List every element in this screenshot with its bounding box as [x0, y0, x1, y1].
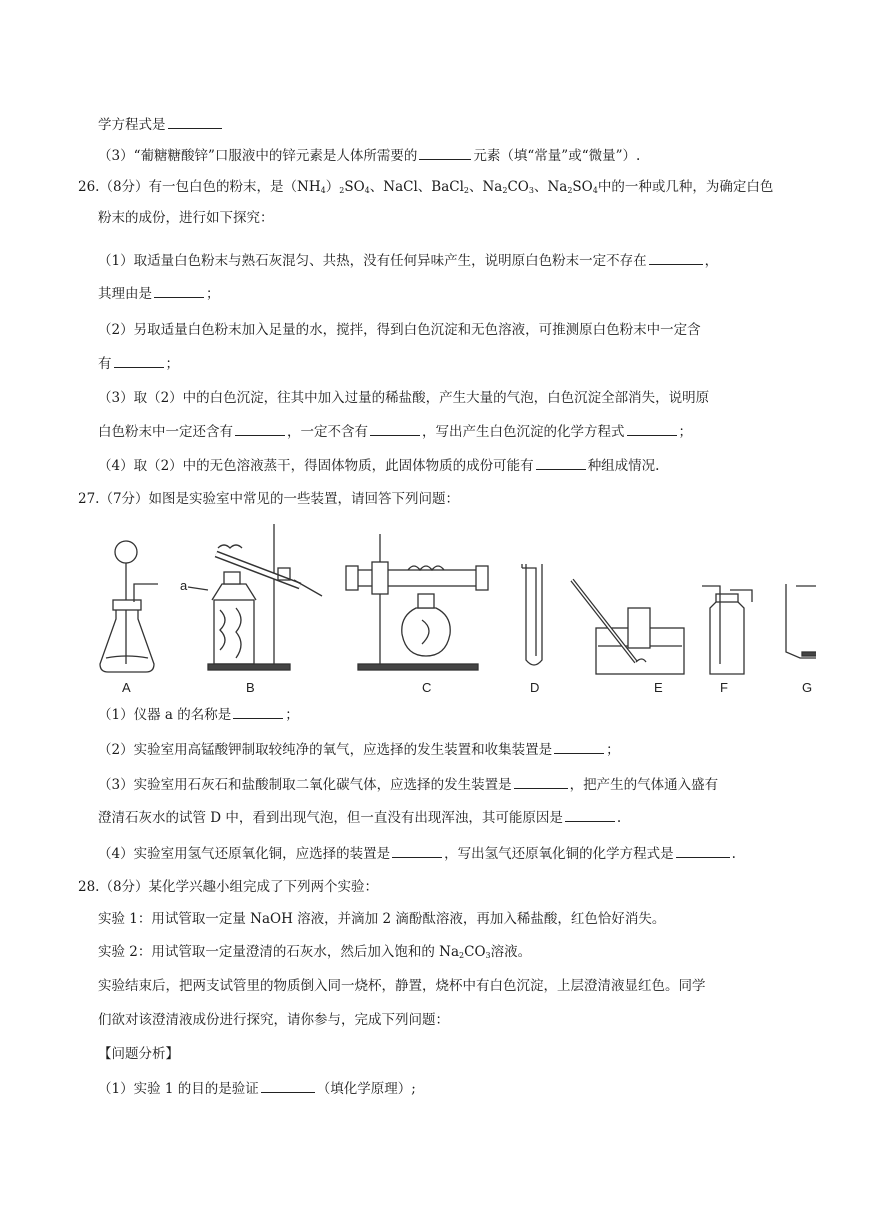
q28-section-title: 【问题分析】 — [98, 1046, 179, 1062]
q26-part3: （3）取（2）中的白色沉淀，往其中加入过量的稀盐酸，产生大量的气泡，白色沉淀全部消失，说明原 — [98, 390, 710, 406]
answer-blank[interactable] — [392, 843, 442, 858]
q27-part2: （2）实验室用高锰酸钾制取较纯净的氧气，应选择的发生装置和收集装置是 ； — [98, 739, 620, 760]
q27-part4: （4）实验室用氢气还原氧化铜，应选择的装置是 ，写出氢气还原氧化铜的化学方程式是 . — [98, 843, 736, 864]
answer-blank[interactable] — [233, 704, 283, 719]
q26-part3-cont: 白色粉末中一定还含有 ，一定不含有 ，写出产生白色沉淀的化学方程式 ； — [98, 421, 692, 442]
q28-paragraph-cont: 们欲对该澄清液成份进行探究，请你参与，完成下列问题： — [98, 1012, 449, 1028]
label-g: G — [802, 680, 813, 695]
answer-blank[interactable] — [235, 421, 285, 436]
q28-question1: （1）实验 1 的目的是验证 （填化学原理）; — [98, 1078, 416, 1099]
answer-blank[interactable] — [554, 739, 604, 754]
q26-part1-reason: 其理由是 ； — [98, 283, 220, 304]
apparatus-f-bottle — [702, 586, 752, 695]
answer-blank[interactable] — [154, 283, 204, 298]
line-equation-prompt: 学方程式是 — [98, 114, 224, 135]
label-f: F — [720, 680, 728, 695]
q26-part1: （1）取适量白色粉末与熟石灰混匀、共热，没有任何异味产生，说明原白色粉末一定不存在 ， — [98, 250, 718, 271]
q27-part1: （1）仪器 a 的名称是 ； — [98, 704, 299, 725]
instrument-a-label: a — [180, 578, 188, 593]
apparatus-d-testtube — [522, 564, 542, 695]
answer-blank[interactable] — [419, 145, 471, 160]
q26-heading: 26.（8分）有一包白色的粉末，是$(NH_4)_2SO_4$、NaCl、BaCl$_2$、$Na_2CO_3$、$Na_2SO_4$中的一种或几种，为确定白色 — [78, 179, 774, 195]
answer-blank[interactable] — [370, 421, 420, 436]
answer-blank[interactable] — [676, 843, 730, 858]
answer-blank[interactable] — [514, 774, 568, 789]
q27-part3-cont: 澄清石灰水的试管 D 中，看到出现气泡，但一直没有出现浑浊，其可能原因是 . — [98, 807, 621, 828]
label-b: B — [246, 680, 255, 695]
answer-blank[interactable] — [627, 421, 677, 436]
q28-heading: 28.（8分）某化学兴趣小组完成了下列两个实验： — [78, 879, 379, 895]
label-d: D — [530, 680, 540, 695]
lab-apparatus-figure — [96, 524, 816, 702]
answer-blank[interactable] — [114, 353, 164, 368]
q28-experiment1: 实验 1：用试管取一定量 NaOH 溶液，并滴加 2 滴酚酞溶液，再加入稀盐酸，红色恰好消失。 — [98, 911, 666, 927]
label-a: A — [122, 680, 131, 695]
line-zinc-question: （3）“葡糖糖酸锌”口服液中的锌元素是人体所需要的 元素（填“常量”或“微量”）. — [98, 145, 640, 166]
q26-heading-cont: 粉末的成份，进行如下探究： — [98, 210, 274, 226]
q27-heading: 27.（7分）如图是实验室中常见的一些装置，请回答下列问题： — [78, 491, 460, 507]
apparatus-a-flask — [100, 541, 158, 695]
answer-blank[interactable] — [536, 455, 586, 470]
answer-blank[interactable] — [168, 114, 222, 129]
q27-part3: （3）实验室用石灰石和盐酸制取二氧化碳气体，应选择的发生装置是 ，把产生的气体通入盛有 — [98, 774, 718, 795]
answer-blank[interactable] — [649, 250, 703, 265]
q28-experiment2: 实验 2：用试管取一定量澄清的石灰水，然后加入饱和的 $Na_2CO_3$溶液。 — [98, 944, 532, 960]
label-c: C — [422, 680, 432, 695]
answer-blank[interactable] — [565, 807, 615, 822]
q26-part2-cont: 有 ； — [98, 353, 179, 374]
answer-blank[interactable] — [261, 1078, 315, 1093]
apparatus-b-heating — [180, 524, 322, 695]
q26-part2: （2）另取适量白色粉末加入足量的水，搅拌，得到白色沉淀和无色溶液，可推测原白色粉末中一定含 — [98, 322, 701, 338]
q28-paragraph: 实验结束后，把两支试管里的物质倒入同一烧杯，静置，烧杯中有白色沉淀，上层澄清液显红色。同学 — [98, 978, 706, 994]
q26-part4: （4）取（2）中的无色溶液蒸干，得固体物质，此固体物质的成份可能有 种组成情况. — [98, 455, 659, 476]
apparatus-g-bottle — [786, 584, 816, 695]
label-e: E — [654, 680, 663, 695]
apparatus-e-trough — [572, 580, 684, 695]
apparatus-c-tube — [346, 534, 488, 695]
